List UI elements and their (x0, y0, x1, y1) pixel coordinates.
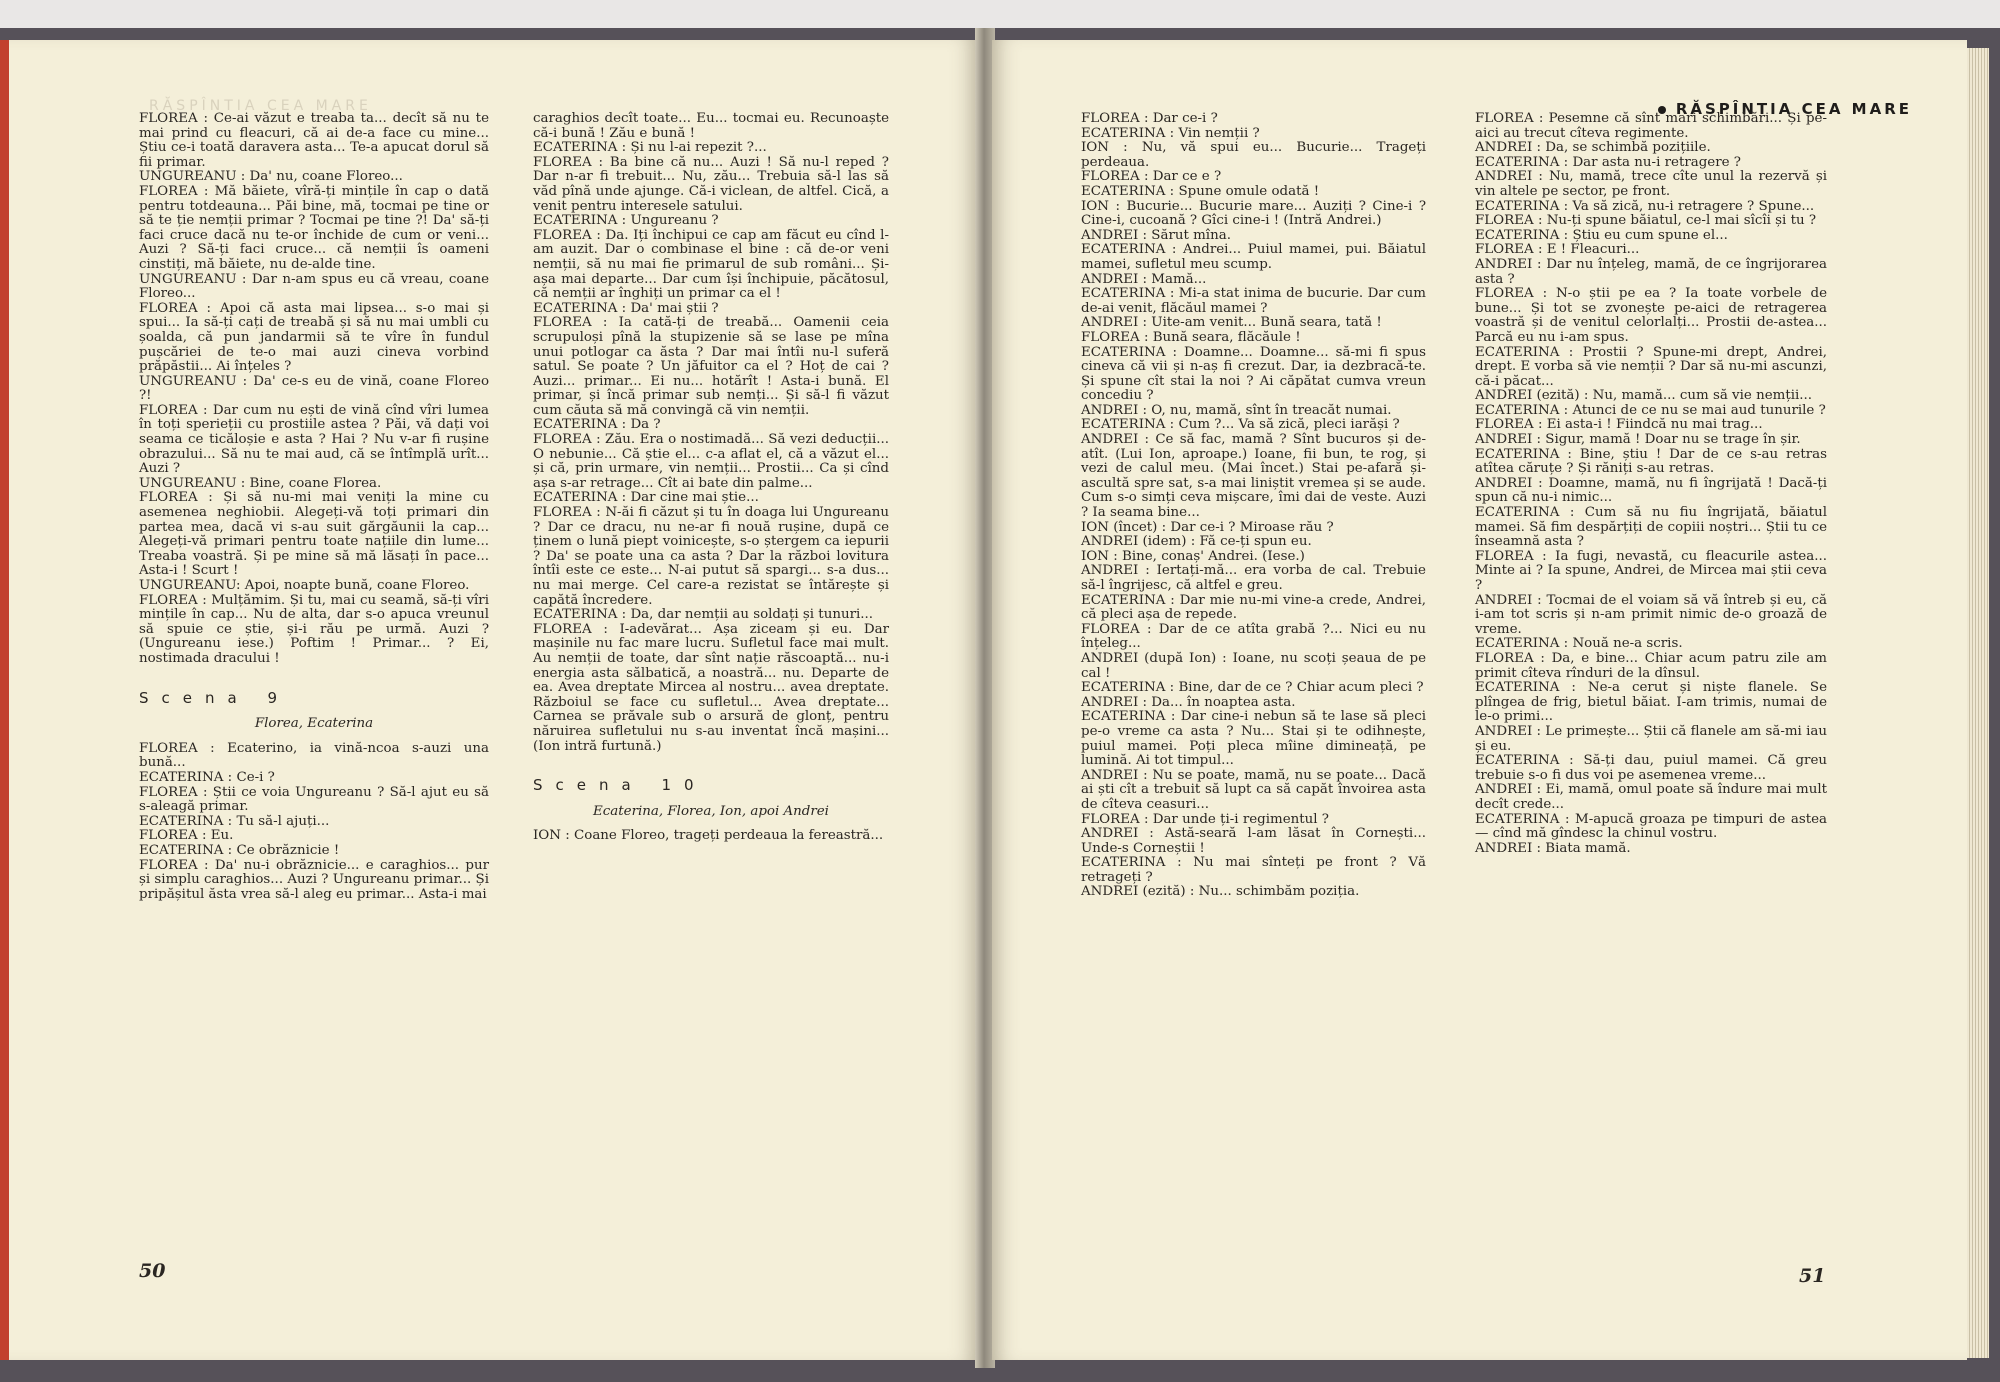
dialogue-line: ANDREI : Ei, mamă, omul poate să îndure mai mult decît crede... (1475, 782, 1827, 812)
dialogue-line: FLOREA : Da, e bine... Chiar acum patru zile am primit cîteva rînduri de la dînsul. (1475, 650, 1827, 681)
dialogue-line: ECATERINA : Andrei... Puiul mamei, pui. Băiatul mamei, sufletul meu scump. (1081, 242, 1426, 272)
dialogue-line: ECATERINA : Va să zică, nu-i retragere ? Spune... (1475, 198, 1815, 214)
left-column-1 (139, 112, 489, 902)
dialogue-line: ECATERINA : Tu să-l ajuți... (139, 813, 330, 829)
page-number-left: 50 (139, 1260, 166, 1282)
dialogue-line: ECATERINA : Dar mie nu-mi vine-a crede, Andrei, că pleci așa de repede. (1081, 592, 1426, 623)
dialogue-line: ANDREI : Uite-am venit... Bună seara, tată ! (1081, 315, 1382, 331)
dialogue-line: UNGUREANU : Da' ce-s eu de vină, coane Floreo ?! (139, 373, 489, 404)
dialogue-line: ANDREI (ezită) : Nu, mamă... cum să vie nemții... (1475, 388, 1813, 404)
dialogue-line: ION : Nu, vă spui eu... Bucurie... Trageți perdeaua. (1081, 140, 1426, 170)
dialogue-line: ECATERINA : Știu eu cum spune el... (1475, 227, 1728, 243)
dialogue-line: ION : Bucurie... Bucurie mare... Auziți ? Cine-i ? Cine-i, cucoană ? Gîci cine-i ! (Intră Andrei.) (1081, 198, 1426, 229)
dialogue-line: UNGUREANU: Apoi, noapte bună, coane Floreo. (139, 578, 470, 593)
dialogue-line: ECATERINA : Da, dar nemții au soldați și tunuri... (533, 607, 874, 623)
scene-title: Scena 10 (533, 776, 707, 795)
page-block-edge (1967, 48, 1989, 1358)
right-column-2 (1475, 112, 1827, 856)
dialogue-line: ECATERINA : M-apucă groaza pe timpuri de astea — cînd mă gîndesc la chinul vostru. (1475, 811, 1827, 842)
dialogue-line: ANDREI : O, nu, mamă, sînt în treacăt numai. (1081, 402, 1392, 418)
dialogue-line: ANDREI : Nu, mamă, trece cîte unul la rezervă și vin altele pe sector, pe front. (1475, 169, 1827, 199)
ghost-header: RĂSPÎNTIA CEA MARE (149, 98, 372, 114)
left-column-2 (533, 112, 889, 844)
right-column-1 (1081, 112, 1426, 900)
red-page-edge (0, 40, 9, 1360)
dialogue-line: FLOREA : Eu. (139, 828, 234, 844)
dialogue-line: ANDREI : Da, se schimbă pozițiile. (1475, 140, 1711, 156)
dialogue-line: FLOREA : Ei asta-i ! Fiindcă nu mai trag... (1475, 417, 1763, 433)
dialogue-line: ECATERINA : Nouă ne-a scris. (1475, 636, 1683, 652)
dialogue-line: FLOREA : Dar ce e ? (1081, 169, 1222, 185)
dialogue-line: FLOREA : Mă băiete, vîră-ți mințile în cap o dată pentru totdeauna... Păi bine, mă, tocmai pe tine or să te ție nemții primar ? Tocmai pe tine ?! Da' să-ți faci cruce dacă nu te-or închide de cum or veni... Auzi ? Să-ți faci cruce... că nemții îs oameni cinstiți, mă băiete, nu de-alde tine. (139, 183, 489, 272)
dialogue-line: FLOREA : N-o știi pe ea ? Ia toate vorbele de bune... Și tot se zvonește pe-aici de retragerea voastră și de venitul celorlalți... Prostii de-astea... Parcă eu nu i-am spus. (1475, 286, 1827, 345)
dialogue-line: ECATERINA : Dar cine-i nebun să te lase să pleci pe-o vreme ca asta ? Nu... Stai și te odihnește, puiul mamei. Poți pleca mîine dimineață, pe lumină. Ai tot timpul... (1081, 709, 1426, 769)
dialogue-line: FLOREA : Și să nu-mi mai veniți la mine cu asemenea neghiobii. Alegeți-vă toți primari din partea mea, dacă vi s-au suit gărgăunii la cap... Alegeți-vă primari pentru toate națiile din lume... Treaba voastră. Și pe mine să mă lăsați în pace... Asta-i ! Scurt ! (139, 490, 489, 579)
dialogue-line: FLOREA : Dar unde ți-i regimentul ? (1081, 811, 1329, 827)
dialogue-line: ECATERINA : Dar cine mai știe... (533, 490, 759, 506)
dialogue-line: FLOREA : Da. Iți închipui ce cap am făcut eu cînd l-am auzit. Dar o combinase el bine : că de-or veni nemții, să nu mai fie primarul de sub români... Și-așa mai departe... Dar cum își închipuie, păcătosul, că nemții ar înghiți un primar ca el ! (533, 227, 889, 302)
dialogue-line: FLOREA : E ! Fleacuri... (1475, 242, 1640, 258)
dialogue-line: ANDREI : Sărut mîna. (1081, 227, 1231, 243)
dialogue-line: caraghios decît toate... Eu... tocmai eu. Recunoaște că-i bună ! Zău e bună ! (533, 111, 889, 141)
dialogue-line: ANDREI (ezită) : Nu... schimbăm poziția. (1081, 884, 1360, 900)
dialogue-line: ANDREI : Nu se poate, mamă, nu se poate... Dacă ai ști cît a trebuit să lupt ca să capăt învoirea asta de cîteva ceasuri... (1081, 767, 1426, 812)
dialogue-line: ECATERINA : Prostii ? Spune-mi drept, Andrei, drept. E vorba să vie nemții ? Dar să nu-mi ascunzi, că-i păcat... (1475, 344, 1827, 389)
dialogue-line: ECATERINA : Nu mai sînteți pe front ? Vă retrageți ? (1081, 855, 1426, 885)
dialogue-line: ANDREI : Ce să fac, mamă ? Sînt bucuros și de-atît. (Lui Ion, aproape.) Ioane, fii bun, te rog, și vezi de calul meu. (Mai încet.) Stai pe-afară și-ascultă spre sat, s-a mai liniștit vremea și se aude. Cum s-o simți ceva mișcare, îmi dai de veste. Auzi ? Ia seama bine... (1081, 432, 1426, 521)
dialogue-line: FLOREA : Dar ce-i ? (1081, 111, 1218, 126)
dialogue-line: ECATERINA : Cum ?... Va să zică, pleci iarăși ? (1081, 417, 1400, 433)
dialogue-line: ECATERINA : Da ? (533, 417, 661, 433)
dialogue-line: FLOREA : Dar cum nu ești de vină cînd vîri lumea în toți sperieții cu prostiile astea ? Păi, vă dați voi seama ce ticăloșie e asta ? Hai ? Nu v-ar fi rușine obrazului... Să nu te mai aud, că se întîmplă urît... Auzi ? (139, 402, 489, 477)
dialogue-line: FLOREA : Dar de ce atîta grabă ?... Nici eu nu înțeleg... (1081, 621, 1426, 652)
dialogue-line: ECATERINA : Cum să nu fiu îngrijată, băiatul mamei. Să fim despărțiți de copiii noștri... Știi tu ce înseamnă asta ? (1475, 505, 1827, 550)
dialogue-line: FLOREA : N-ăi fi căzut și tu în doaga lui Ungureanu ? Dar ce dracu, nu ne-ar fi nouă rușine, după ce ținem o lună piept voinicește, s-o ștergem ca iepurii ? Da' se poate una ca asta ? Dar la război lovitura întîi este ce este... N-ai putut să spargi... s-a dus... nu mai merge. Cel care-a rezistat se întărește și capătă încredere. (533, 505, 889, 608)
dialogue-line: ECATERINA : Ce obrăznicie ! (139, 842, 340, 858)
dialogue-line: FLOREA : Bună seara, flăcăule ! (1081, 329, 1301, 345)
left-page (9, 40, 977, 1360)
scene-characters: Ecaterina, Florea, Ion, apoi Andrei (593, 803, 829, 819)
dialogue-line: ECATERINA : Și nu l-ai repezit ?... (533, 140, 767, 156)
dialogue-line: ANDREI : Le primește... Știi că flanele am să-mi iau și eu. (1475, 723, 1827, 754)
dialogue-line: ANDREI : Mamă... (1081, 271, 1207, 287)
dialogue-line: ECATERINA : Ungureanu ? (533, 213, 719, 229)
dialogue-line: FLOREA : Apoi că asta mai lipsea... s-o mai și spui... Ia să-ți cați de treabă și să nu mai umbli cu șoalda, că pun jandarmii să te vîre în fundul pușcăriei de te-o mai auzi cineva vorbind prăpăstii... Ai înțeles ? (139, 300, 489, 375)
dialogue-line: ION : Bine, conaș' Andrei. (Iese.) (1081, 548, 1305, 564)
dialogue-line: FLOREA : Ecaterino, ia vină-ncoa s-auzi una bună... (139, 740, 489, 771)
dialogue-line: FLOREA : Nu-ți spune băiatul, ce-l mai sîcîi și tu ? (1475, 213, 1817, 229)
dialogue-line: ECATERINA : Bine, știu ! Dar de ce s-au retras atîtea căruțe ? Și răniți s-au retras. (1475, 446, 1827, 477)
dialogue-line: ECATERINA : Vin nemții ? (1081, 125, 1260, 141)
dialogue-line: ANDREI : Tocmai de el voiam să vă întreb și eu, că i-am tot scris și n-am primit nimic de-o groază de vreme. (1475, 592, 1827, 637)
dialogue-line: ECATERINA : Spune omule odată ! (1081, 183, 1320, 199)
dialogue-line: ANDREI : Sigur, mamă ! Doar nu se trage în șir. (1475, 432, 1801, 448)
dialogue-line: ANDREI : Doamne, mamă, nu fi îngrijată ! Dacă-ți spun că nu-i nimic... (1475, 475, 1827, 506)
dialogue-line: ECATERINA : Doamne... Doamne... să-mi fi spus cineva că vii și n-aș fi crezut. Dar, ia dezbracă-te. Și spune cît stai la noi ? Ai căpătat cumva vreun concediu ? (1081, 344, 1426, 404)
dialogue-line: FLOREA : Ba bine că nu... Auzi ! Să nu-l reped ? Dar n-ar fi trebuit... Nu, zău... Trebuia să-l las să văd pînă unde ajunge. Că-i viclean, de altfel. Cică, a venit pentru interesele satului. (533, 154, 889, 214)
dialogue-line: UNGUREANU : Bine, coane Florea. (139, 475, 382, 491)
dialogue-line: ANDREI : Iertați-mă... era vorba de cal. Trebuie să-l îngrijesc, că altfel e greu. (1081, 563, 1426, 593)
dialogue-line: FLOREA : I-adevărat... Așa ziceam și eu. Dar mașinile nu fac mare lucru. Sufletul face mai mult. Au nemții de toate, dar sînt nație răscoaptă... nu-i energia asta sălbatică, a noastră... nu. Departe de ea. Avea dreptate Mircea al nostru... avea dreptate. Războiul se face cu sufletul... Avea dreptate... Carnea se prăvale sub o arsură de glonț, pentru năruirea sufletului nu s-au inventat încă mașini... (Ion intră furtună.) (533, 621, 889, 754)
dialogue-line: FLOREA : Pesemne că sînt mari schimbări... Și pe-aici au trecut cîteva regimente. (1475, 111, 1827, 141)
dialogue-line: ANDREI : Astă-seară l-am lăsat în Cornești... Unde-s Corneștii ! (1081, 826, 1426, 856)
dialogue-line: ANDREI : Dar nu înțeleg, mamă, de ce îngrijorarea asta ? (1475, 256, 1827, 287)
dialogue-line: ECATERINA : Dar asta nu-i retragere ? (1475, 154, 1741, 170)
dialogue-line: ECATERINA : Da' mai știi ? (533, 300, 719, 316)
dialogue-line: UNGUREANU : Da' nu, coane Floreo... (139, 169, 403, 185)
dialogue-line: ANDREI : Biata mamă. (1475, 840, 1631, 856)
dialogue-line: ECATERINA : Atunci de ce nu se mai aud tunurile ? (1475, 402, 1826, 418)
dialogue-line: FLOREA : Da' nu-i obrăznicie... e caraghios... pur și simplu caraghios... Auzi ? Ungureanu primar... Și pripășitul ăsta vrea să-l aleg eu primar... Asta-i mai (139, 857, 489, 902)
dialogue-line: FLOREA : Ce-ai văzut e treaba ta... decît să nu te mai prind cu fleacuri, că ai de-a face cu mine... Știu ce-i toată daravera asta... Te-a apucat dorul să fii primar. (139, 111, 489, 170)
dialogue-line: ANDREI : Da... în noaptea asta. (1081, 694, 1296, 710)
dialogue-line: FLOREA : Mulțămim. Și tu, mai cu seamă, să-ți vîri mințile în cap... Nu de alta, dar s-o apuca vreunul să spuie ce știe, și-i rău pe urmă. Auzi ? (Ungureanu iese.) Poftim ! Primar... ? Ei, nostimada dracului ! (139, 592, 489, 666)
scene-title: Scena 9 (139, 688, 291, 707)
dialogue-line: UNGUREANU : Dar n-am spus eu că vreau, coane Floreo... (139, 271, 489, 302)
scene-characters: Florea, Ecaterina (254, 716, 374, 732)
dialogue-line: ION (încet) : Dar ce-i ? Miroase rău ? (1081, 519, 1334, 535)
dialogue-line: ECATERINA : Mi-a stat inima de bucurie. Dar cum de-ai venit, flăcăul mamei ? (1081, 286, 1426, 316)
dialogue-line: ECATERINA : Ce-i ? (139, 769, 275, 785)
dialogue-line: ANDREI (după Ion) : Ioane, nu scoți șeaua de pe cal ! (1081, 650, 1426, 681)
dialogue-line: FLOREA : Zău. Era o nostimadă... Să vezi deducții... O nebunie... Că știe el... c-a aflat el, că a văzut el... și că, prin urmare, vin nemții... Prostii... Ca și cînd așa s-ar retrage... Cît ai bate din palme... (533, 432, 889, 491)
running-header-title: RĂSPÎNTIA CEA MARE (1675, 100, 1912, 118)
page-number-right: 51 (1799, 1265, 1826, 1287)
dialogue-line: FLOREA : Ia fugi, nevastă, cu fleacurile astea... Minte ai ? Ia spune, Andrei, de Mircea mai știi ceva ? (1475, 548, 1827, 593)
right-page (992, 40, 1967, 1360)
dialogue-line: ECATERINA : Ne-a cerut și niște flanele. Se plîngea de frig, bietul băiat. I-am trimis, numai de le-o primi... (1475, 680, 1827, 725)
dialogue-line: ECATERINA : Bine, dar de ce ? Chiar acum pleci ? (1081, 680, 1424, 696)
dialogue-line: ECATERINA : Să-ți dau, puiul mamei. Că greu trebuie s-o fi dus voi pe asemenea vreme... (1475, 753, 1827, 783)
dialogue-line: FLOREA : Ia cată-ți de treabă... Oamenii ceia scrupuloși pînă la stupizenie să se lase pe mîna unui potlogar ca ăsta ? Dar mai întîi nu-l suferă satul. Se poate ? Un jăfuitor ca el ? Hoț de cai ? Auzi... primar... Ei nu... hotărît ! Asta-i bună. El primar, și încă primar sub nemți... Și să-l fi văzut cum căuta să mă convingă că vin nemții. (533, 315, 889, 418)
dialogue-line: FLOREA : Știi ce voia Ungureanu ? Să-l ajut eu să s-aleagă primar. (139, 784, 489, 815)
dialogue-line: ANDREI (idem) : Fă ce-ți spun eu. (1081, 534, 1312, 550)
dialogue-line: ION : Coane Floreo, trageți perdeaua la fereastră... (533, 828, 884, 844)
